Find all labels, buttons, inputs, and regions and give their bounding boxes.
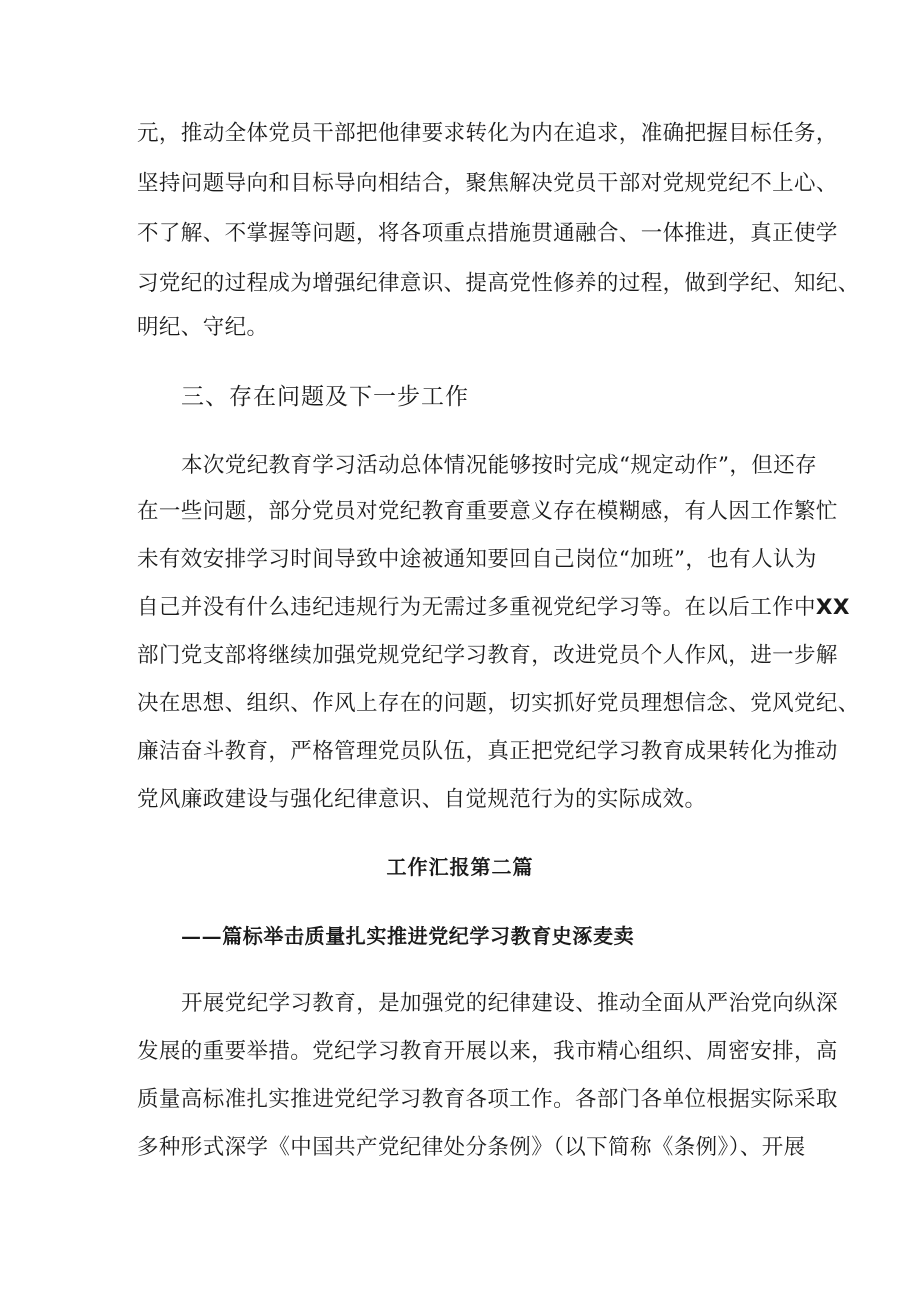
paragraph-line: 习党纪的过程成为增强纪律意识、提高党性修养的过程，做到学纪、知纪、 [137, 271, 860, 296]
paragraph-line [137, 593, 850, 623]
paragraph-line: 坚持问题导向和目标导向相结合，聚焦解决党员干部对党规党纪不上心、 [137, 171, 838, 196]
line-text: 自己并没有什么违纪违规行为无需过多重视党纪学习等。在以后工作中 [137, 595, 816, 620]
section-heading: 三、存在问题及下一步工作 [181, 384, 469, 410]
document-title: 工作汇报第二篇 [386, 855, 534, 879]
paragraph-line: 在一些问题，部分党员对党纪教育重要意义存在模糊感，有人因工作繁忙 [137, 499, 838, 524]
paragraph-line: 多种形式深学《中国共产党纪律处分条例》（以下简称《条例》）、开展 [137, 1135, 806, 1160]
paragraph-line: 本次党纪教育学习活动总体情况能够按时完成“规定动作”，但还存 [181, 453, 817, 478]
paragraph-line: 廉洁奋斗教育，严格管理党员队伍，真正把党纪学习教育成果转化为推动 [137, 739, 838, 764]
paragraph-line: 明纪、守纪。 [137, 315, 269, 340]
document-subtitle: ——篇标举击质量扎实推进党纪学习教育史涿麦卖 [181, 924, 635, 948]
paragraph-line: 未有效安排学习时间导致中途被通知要回自己岗位“加班”，也有人认为 [137, 547, 817, 572]
paragraph-line: 党风廉政建设与强化纪律意识、自觉规范行为的实际成效。 [137, 787, 707, 812]
paragraph-line: 决在思想、组织、作风上存在的问题，切实抓好党员理想信念、党风党纪、 [137, 691, 860, 716]
paragraph-line: 发展的重要举措。党纪学习教育开展以来，我市精心组织、周密安排，高 [137, 1039, 838, 1064]
paragraph-line: 开展党纪学习教育，是加强党的纪律建设、推动全面从严治党向纵深 [181, 991, 839, 1016]
paragraph-line: 不了解、不掌握等问题，将各项重点措施贯通融合、一体推进，真正使学 [137, 221, 838, 246]
paragraph-line: 元，推动全体党员干部把他律要求转化为内在追求，准确把握目标任务， [137, 121, 838, 146]
paragraph-line: 部门党支部将继续加强党规党纪学习教育，改进党员个人作风，进一步解 [137, 643, 838, 668]
placeholder-bold: XX [815, 595, 850, 620]
paragraph-line: 质量高标准扎实推进党纪学习教育各项工作。各部门各单位根据实际采取 [137, 1087, 838, 1112]
